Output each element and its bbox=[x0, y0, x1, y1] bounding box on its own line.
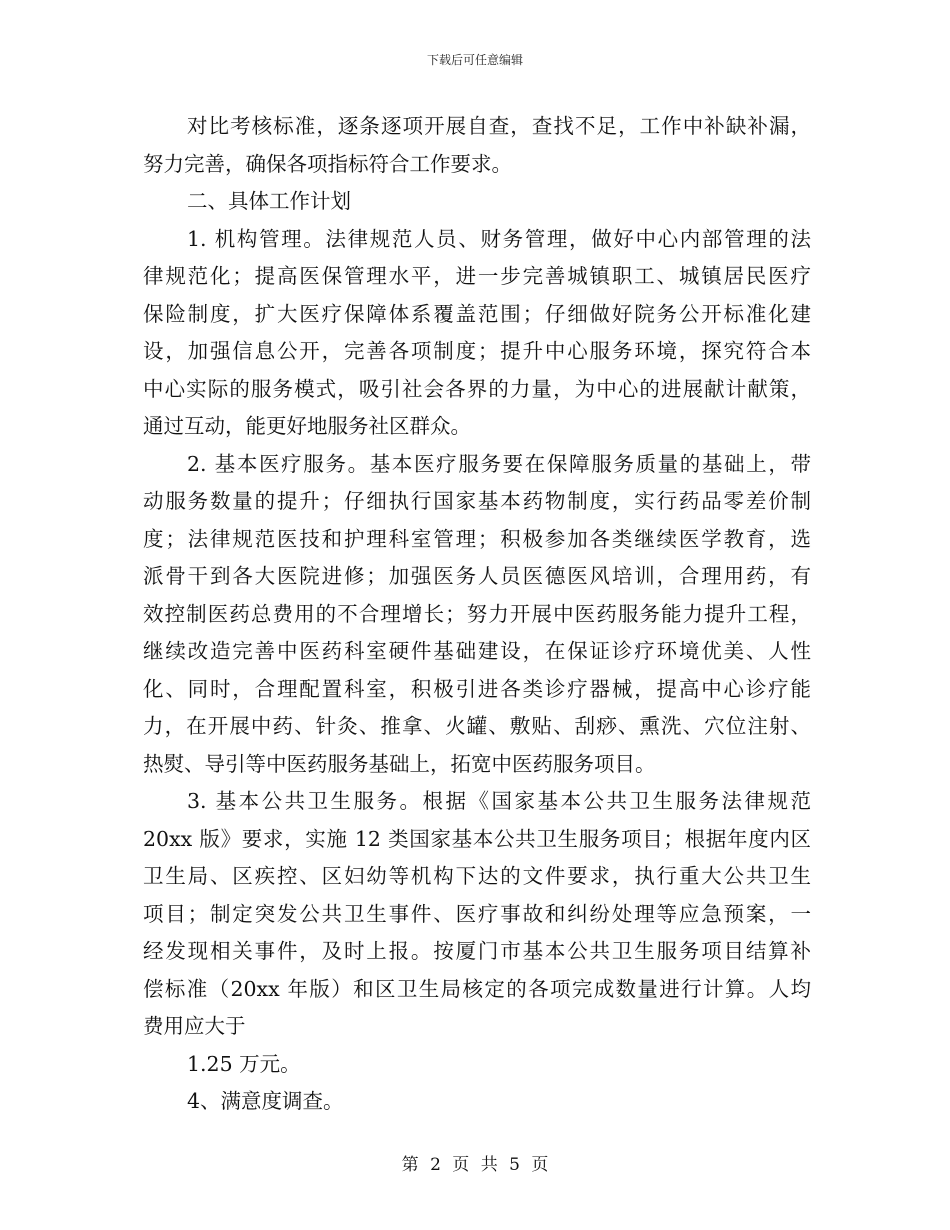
body-line: 经发现相关事件，及时上报。按厦门市基本公共卫生服务项目结算补 bbox=[143, 939, 811, 963]
body-line: 律规范化；提高医保管理水平，进一步完善城镇职工、城镇居民医疗 bbox=[143, 264, 811, 288]
body-line: 设，加强信息公开，完善各项制度；提升中心服务环境，探究符合本 bbox=[143, 339, 811, 363]
body-line: 动服务数量的提升；仔细执行国家基本药物制度，实行药品零差价制 bbox=[143, 489, 811, 513]
body-line: 1. 机构管理。法律规范人员、财务管理，做好中心内部管理的法 bbox=[187, 226, 811, 251]
section-heading: 二、具体工作计划 bbox=[187, 189, 351, 213]
body-line: 偿标准（20xx 年版）和区卫生局核定的各项完成数量进行计算。人均 bbox=[143, 976, 811, 1001]
body-line: 卫生局、区疾控、区妇幼等机构下达的文件要求，执行重大公共卫生 bbox=[143, 864, 811, 888]
body-line: 通过互动，能更好地服务社区群众。 bbox=[143, 414, 471, 438]
body-line: 效控制医药总费用的不合理增长；努力开展中医药服务能力提升工程， bbox=[143, 601, 811, 626]
body-line: 努力完善，确保各项指标符合工作要求。 bbox=[143, 151, 512, 176]
body-line: 费用应大于 bbox=[143, 1014, 246, 1038]
body-line: 派骨干到各大医院进修；加强医务人员医德医风培训，合理用药，有 bbox=[143, 564, 811, 588]
body-line: 化、同时，合理配置科室，积极引进各类诊疗器械，提高中心诊疗能 bbox=[143, 676, 811, 701]
document-body bbox=[143, 108, 811, 1121]
body-line: 继续改造完善中医药科室硬件基础建设，在保证诊疗环境优美、人性 bbox=[143, 639, 811, 663]
page-number: 第 2 页 共 5 页 bbox=[401, 1155, 549, 1175]
body-line: 热熨、导引等中医药服务基础上，拓宽中医药服务项目。 bbox=[143, 751, 656, 776]
page-header: 下载后可任意编辑 bbox=[426, 53, 523, 67]
body-line: 力，在开展中药、针灸、推拿、火罐、敷贴、刮痧、熏洗、穴位注射、 bbox=[143, 714, 811, 738]
body-line: 对比考核标准，逐条逐项开展自查，查找不足，工作中补缺补漏， bbox=[187, 114, 811, 138]
body-line: 度；法律规范医技和护理科室管理；积极参加各类继续医学教育，选 bbox=[143, 526, 811, 551]
body-line: 项目；制定突发公共卫生事件、医疗事故和纠纷处理等应急预案，一 bbox=[143, 901, 811, 926]
body-line: 1.25 万元。 bbox=[187, 1051, 301, 1076]
section-heading: 4、满意度调查。 bbox=[187, 1089, 344, 1113]
body-line: 保险制度，扩大医疗保障体系覆盖范围；仔细做好院务公开标准化建 bbox=[143, 301, 811, 326]
body-line: 2. 基本医疗服务。基本医疗服务要在保障服务质量的基础上，带 bbox=[187, 451, 811, 476]
body-line: 20xx 版》要求，实施 12 类国家基本公共卫生服务项目；根据年度内区 bbox=[143, 826, 811, 851]
body-line: 3. 基本公共卫生服务。根据《国家基本公共卫生服务法律规范 bbox=[187, 789, 811, 813]
body-line: 中心实际的服务模式，吸引社会各界的力量，为中心的进展献计献策， bbox=[143, 376, 811, 401]
